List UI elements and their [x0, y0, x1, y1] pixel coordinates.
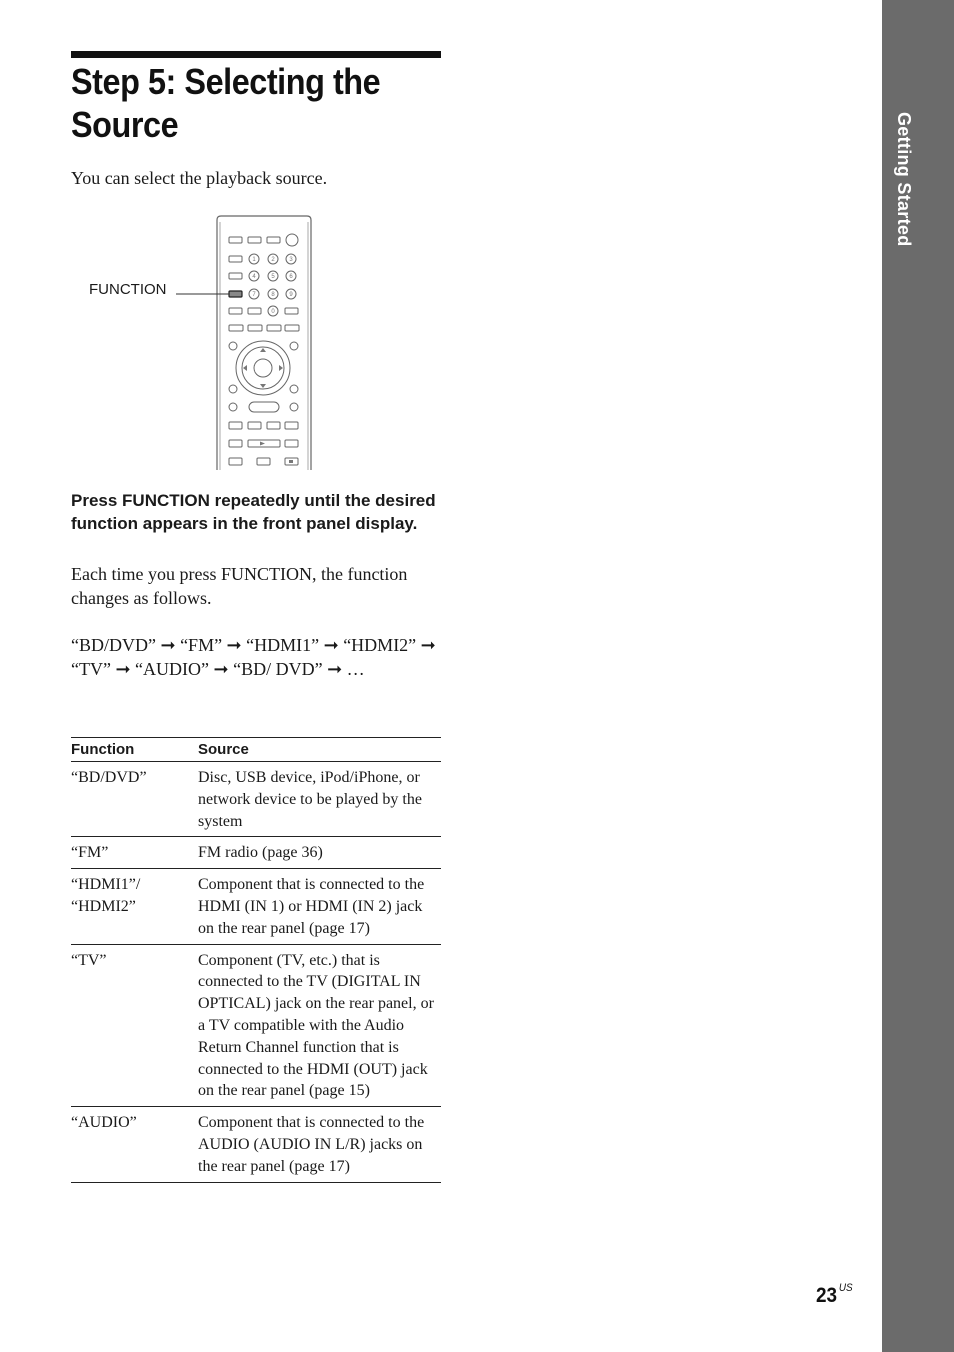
function-callout-label: FUNCTION — [89, 281, 167, 298]
function-cell: “FM” — [71, 837, 198, 869]
function-cell: “AUDIO” — [71, 1107, 198, 1182]
page-number — [816, 1284, 853, 1308]
key-0: 0 — [271, 309, 275, 315]
key-1: 1 — [252, 257, 256, 263]
intro-text: You can select the playback source. — [71, 168, 328, 188]
remote-control-illustration — [86, 212, 326, 474]
function-cell: “TV” — [71, 944, 198, 1107]
key-6: 6 — [289, 274, 293, 280]
key-7: 7 — [252, 292, 256, 298]
source-cell: FM radio (page 36) — [198, 837, 441, 869]
key-4: 4 — [252, 274, 256, 280]
key-5: 5 — [271, 274, 275, 280]
source-cell: Disc, USB device, iPod/iPhone, or network device to be played by the system — [198, 762, 441, 837]
section-tab-label: Getting Started — [894, 112, 914, 247]
source-cell: Component that is connected to the HDMI (IN 1) or HDMI (IN 2) jack on the rear panel (page 17) — [198, 869, 441, 944]
table-row — [71, 762, 441, 837]
remote-control-figure — [86, 212, 326, 474]
table-row — [71, 1107, 441, 1182]
function-source-table — [71, 737, 441, 1183]
function-cell: “HDMI1”/ “HDMI2” — [71, 869, 198, 944]
header-function: Function — [71, 738, 198, 762]
step-heading: Press FUNCTION repeatedly until the desired function appears in the front panel display. — [71, 491, 436, 533]
table-row — [71, 944, 441, 1107]
page-number-value: 23 — [816, 1284, 838, 1307]
header-source: Source — [198, 738, 441, 762]
source-cell: Component that is connected to the AUDIO (AUDIO IN L/R) jacks on the rear panel (page 17) — [198, 1107, 441, 1182]
table-row — [71, 837, 441, 869]
page-title: Step 5: Selecting the Source — [71, 61, 381, 145]
source-cell: Component (TV, etc.) that is connected to the TV (DIGITAL IN OPTICAL) jack on the rear panel, or a TV compatible with the Audio Return Channel function that is connected to the HDMI (OUT) jack on the rear panel (page 15) — [198, 944, 441, 1107]
function-sequence: “BD/DVD” ➞ “FM” ➞ “HDMI1” ➞ “HDMI2” ➞ “TV” ➞ “AUDIO” ➞ “BD/ DVD” ➞ … — [71, 635, 436, 679]
table-header-row — [71, 738, 441, 762]
page-number-suffix: US — [838, 1282, 853, 1294]
function-change-paragraph: Each time you press FUNCTION, the function changes as follows. — [71, 564, 408, 608]
key-8: 8 — [271, 292, 275, 298]
key-3: 3 — [289, 257, 293, 263]
key-9: 9 — [289, 292, 293, 298]
function-cell: “BD/DVD” — [71, 762, 198, 837]
title-rule — [71, 51, 441, 58]
table-row — [71, 869, 441, 944]
key-2: 2 — [271, 257, 275, 263]
